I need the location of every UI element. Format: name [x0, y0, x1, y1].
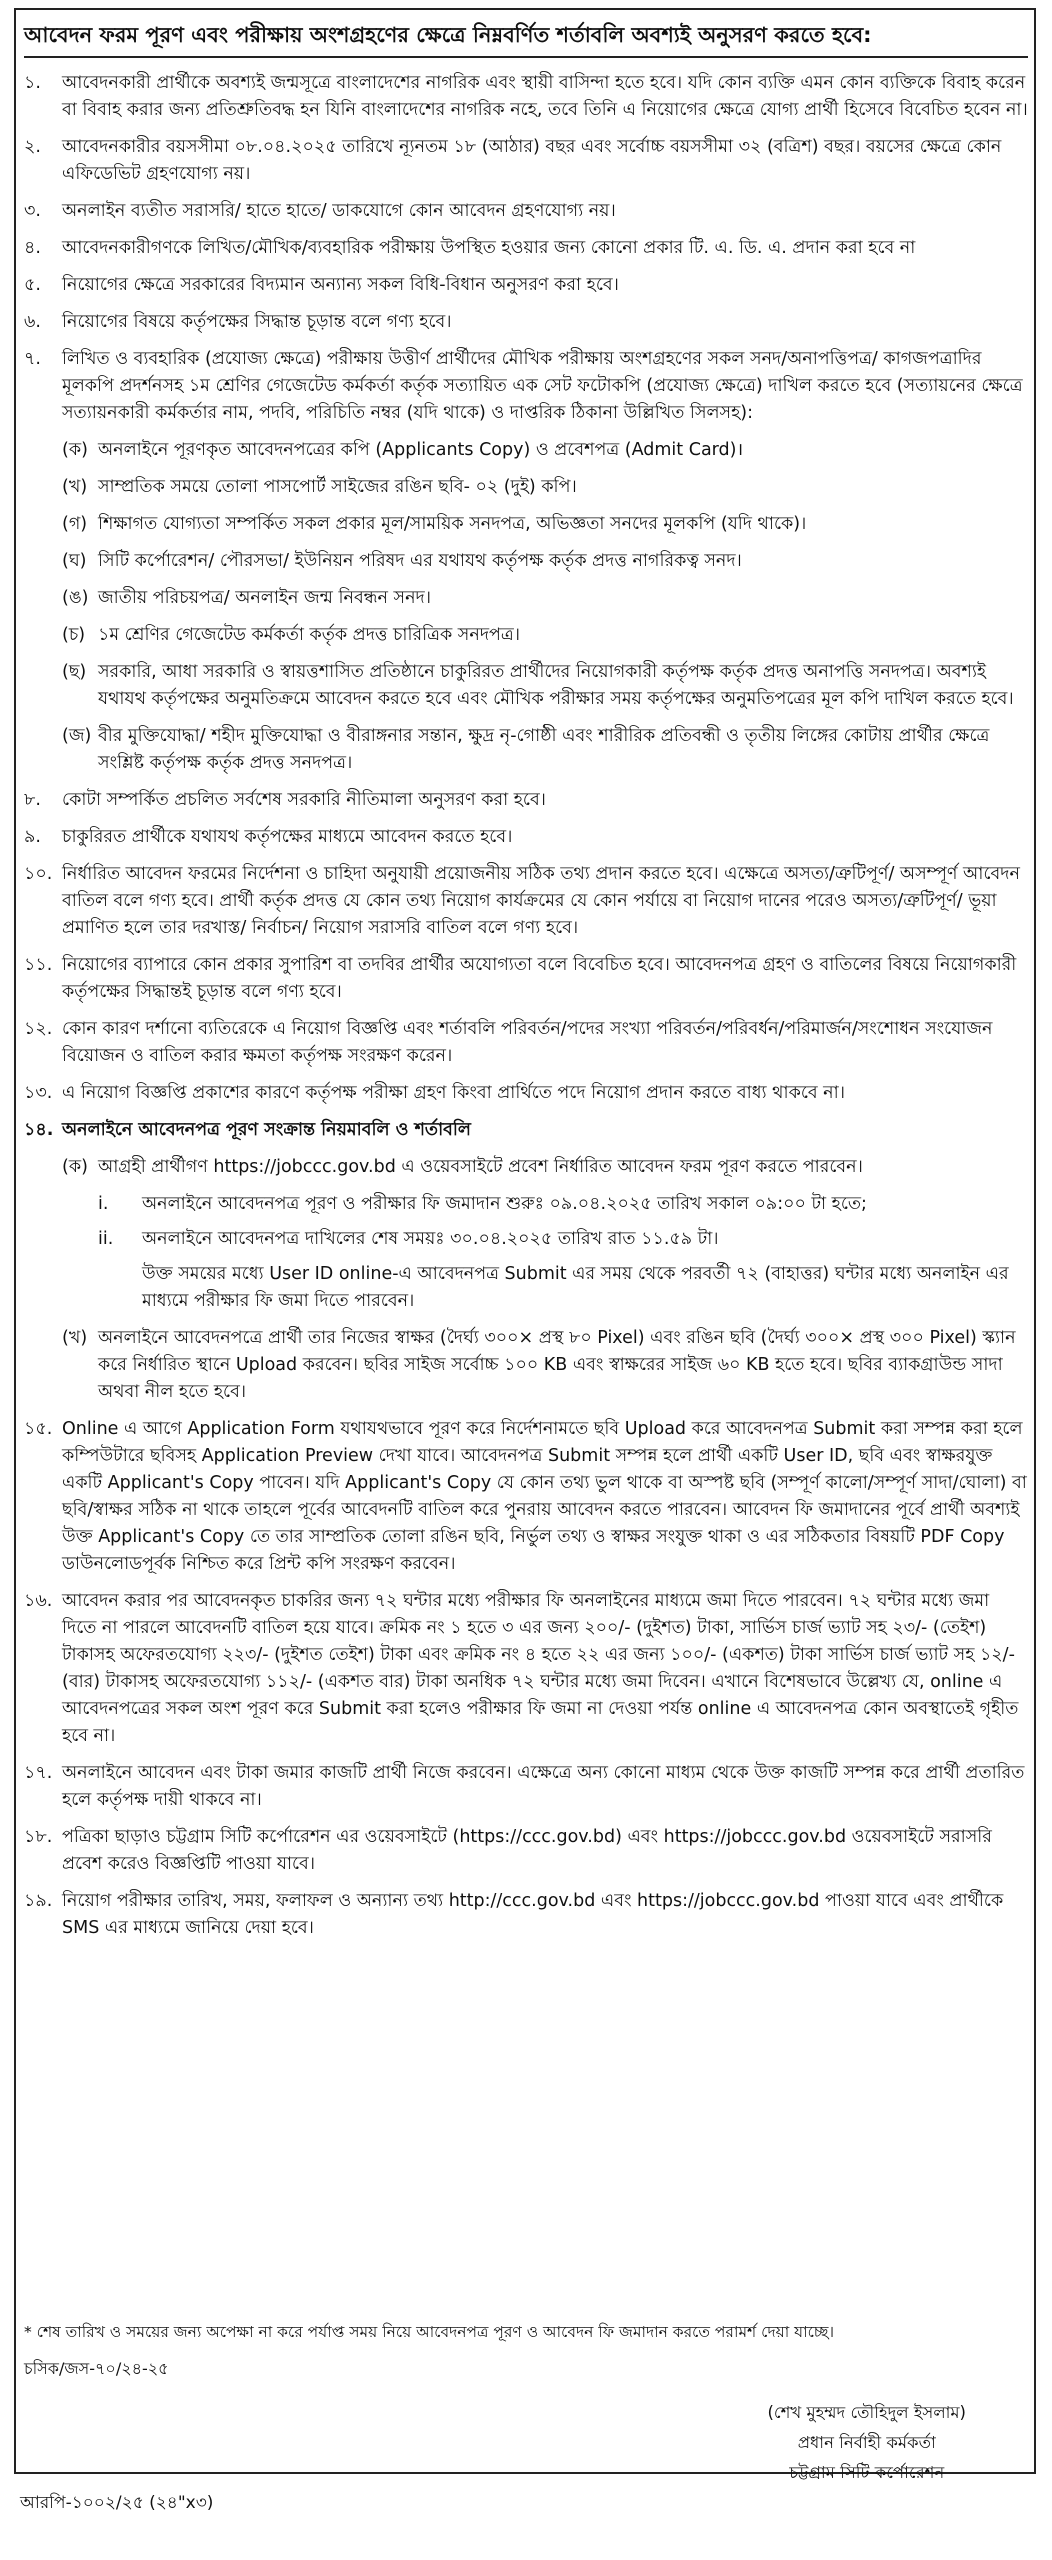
sub-item-label: (চ): [62, 625, 86, 645]
sub-item-text: জাতীয় পরিচয়পত্র/ অনলাইন জন্ম নিবন্ধন সনদ।: [98, 588, 432, 608]
condition-number: ৫.: [24, 275, 41, 295]
sub-item-label: (ঙ): [62, 588, 89, 608]
condition-number: ১১.: [24, 955, 53, 975]
sub-item-text: আগ্রহী প্রার্থীগণ https://jobccc.gov.bd এ ওয়েবসাইটে প্রবেশ নির্ধারিত আবেদন ফরম পূরণ করতে পারবেন।: [98, 1157, 863, 1177]
condition-item: [24, 1416, 1028, 1578]
condition-item: [24, 70, 1028, 124]
item-7-sublist: [24, 437, 1028, 777]
sub-item-label: (জ): [62, 726, 92, 746]
condition-number: ১৫.: [24, 1419, 53, 1439]
condition-text: কোটা সম্পর্কিত প্রচলিত সর্বশেষ সরকারি নীতিমালা অনুসরণ করা হবে।: [62, 790, 546, 810]
condition-text: কোন কারণ দর্শানো ব্যতিরেকে এ নিয়োগ বিজ্ঞপ্তি এবং শর্তাবলি পরিবর্তন/পদের সংখ্যা পরিবর্তন/পরিবর্ধন/পরিমার্জন/সংশোধন সংযোজন বিয়োজন ও বাতিল করার ক্ষমতা কর্তৃপক্ষ সংরক্ষণ করেন।: [62, 1019, 993, 1066]
fee-note: উক্ত সময়ের মধ্যে User ID online-এ আবেদনপত্র Submit এর সময় থেকে পরবর্তী ৭২ (বাহাত্তর) ঘন্টার মধ্যে অনলাইন এর মাধ্যমে পরীক্ষার ফি জমা দিতে পারবেন।: [142, 1264, 1009, 1311]
condition-item: [24, 824, 1028, 851]
condition-text: আবেদনকারীর বয়সসীমা ০৮.০৪.২০২৫ তারিখে ন্যূনতম ১৮ (আঠার) বছর এবং সর্বোচ্চ বয়সসীমা ৩২ (বত্রিশ) বছর। বয়সের ক্ষেত্রে কোন এফিডেভিট গ্রহণযোগ্য নয়।: [62, 137, 1002, 184]
condition-number: ২.: [24, 137, 41, 157]
condition-text: অনলাইন ব্যতীত সরাসরি/ হাতে হাতে/ ডাকযোগে কোন আবেদন গ্রহণযোগ্য নয়।: [62, 201, 616, 221]
sub-item: [62, 511, 1028, 538]
sub-item-label: (ক): [62, 1157, 88, 1177]
condition-item: [24, 1080, 1028, 1107]
condition-text: চাকুরিরত প্রার্থীকে যথাযথ কর্তৃপক্ষের মাধ্যমে আবেদন করতে হবে।: [62, 827, 513, 847]
condition-number: ৭.: [24, 349, 41, 369]
sub-item-label: (গ): [62, 514, 88, 534]
sub-item: [62, 474, 1028, 501]
condition-text: এ নিয়োগ বিজ্ঞপ্তি প্রকাশের কারণে কর্তৃপক্ষ পরীক্ষা গ্রহণ কিংবা প্রার্থিতে পদে নিয়োগ প্রদান করতে বাধ্য থাকবে না।: [62, 1083, 845, 1103]
sub-item-text: শিক্ষাগত যোগ্যতা সম্পর্কিত সকল প্রকার মূল/সাময়িক সনদপত্র, অভিজ্ঞতা সনদের মূলকপি (যদি থাকে)।: [98, 514, 807, 534]
sub-item: [62, 723, 1028, 777]
signatory-name: (শেখ মুহম্মদ তৌহিদুল ইসলাম): [767, 2403, 966, 2422]
sub-item: [62, 585, 1028, 612]
condition-number: ১.: [24, 73, 41, 93]
sub-item-label: i.: [98, 1194, 109, 1214]
conditions-list-a: [24, 70, 1028, 427]
condition-item: [24, 787, 1028, 814]
sub-item-text: অনলাইনে আবেদনপত্র পূরণ ও পরীক্ষার ফি জমাদান শুরুঃ ০৯.০৪.২০২৫ তারিখ সকাল ০৯:০০ টা হতে;: [142, 1194, 867, 1214]
sub-item-text: বীর মুক্তিযোদ্ধা/ শহীদ মুক্তিযোদ্ধা ও বীরাঙ্গনার সন্তান, ক্ষুদ্র নৃ-গোষ্ঠী এবং শারীরিক প্রতিবন্ধী ও তৃতীয় লিঙ্গের কোটায় প্রার্থীর ক্ষেত্রে সংশ্লিষ্ট কর্তৃপক্ষ কর্তৃক প্রদত্ত সনদপত্র।: [98, 726, 990, 773]
sub-item-text: ১ম শ্রেণির গেজেটেড কর্মকর্তা কর্তৃক প্রদত্ত চারিত্রিক সনদপত্র।: [98, 625, 521, 645]
sub-item-text: সরকারি, আধা সরকারি ও স্বায়ত্তশাসিত প্রতিষ্ঠানে চাকুরিরত প্রার্থীদের নিয়োগকারী কর্তৃপক্ষ কর্তৃক প্রদত্ত অনাপত্তি সনদপত্র। অবশ্যই যথাযথ কর্তৃপক্ষের অনুমতিক্রমে আবেদন করতে হবে এবং মৌখিক পরীক্ষার সময় কর্তৃপক্ষের অনুমতিপত্রের মূল কপি দাখিল করতে হবে।: [98, 662, 1014, 709]
condition-text: আবেদনকারীগণকে লিখিত/মৌখিক/ব্যবহারিক পরীক্ষায় উপস্থিত হওয়ার জন্য কোনো প্রকার টি. এ. ডি. এ. প্রদান করা হবে না: [62, 238, 916, 258]
conditions-list-b: [24, 787, 1028, 1144]
sub-item: [98, 1191, 1028, 1218]
footer-code: আরপি-১০০২/২৫ (২৪"x৩): [20, 2493, 214, 2513]
condition-text: নিয়োগের বিষয়ে কর্তৃপক্ষের সিদ্ধান্ত চূড়ান্ত বলে গণ্য হবে।: [62, 312, 452, 332]
condition-number: ১৬.: [24, 1591, 53, 1611]
signature-block: [767, 2398, 966, 2488]
condition-text: লিখিত ও ব্যবহারিক (প্রযোজ্য ক্ষেত্রে) পরীক্ষায় উত্তীর্ণ প্রার্থীদের মৌখিক পরীক্ষায় অংশগ্রহণের সকল সনদ/অনাপত্তিপত্র/ কাগজপত্রাদির মূলকপি প্রদর্শনসহ ১ম শ্রেণির গেজেটেড কর্মকর্তা কর্তৃক সত্যায়িত এক সেট ফটোকপি (প্রযোজ্য ক্ষেত্রে) দাখিল করতে হবে (সত্যায়নের ক্ষেত্রে সত্যায়নকারী কর্মকর্তার নাম, পদবি, পরিচিতি নম্বর (যদি থাকে) ও দাপ্তরিক ঠিকানা উল্লিখিত সিলসহ):: [62, 349, 1023, 423]
condition-number: ৪.: [24, 238, 41, 258]
condition-number: ৯.: [24, 827, 41, 847]
condition-item: [24, 309, 1028, 336]
condition-number: ১৩.: [24, 1083, 53, 1103]
sub-item-label: (ঘ): [62, 551, 87, 571]
condition-text: Online এ আগে Application Form যথাযথভাবে পূরণ করে নির্দেশনামতে ছবি Upload করে আবেদনপত্র Submit করা সম্পন্ন করা হলে কম্পিউটারে ছবিসহ Application Preview দেখা যাবে। আবেদনপত্র Submit সম্পন্ন হলে প্রার্থী একটি User ID, ছবি এবং স্বাক্ষরযুক্ত একটি Applicant's Copy পাবেন। যদি Applicant's Copy যে কোন তথ্য ভুল থাকে বা অস্পষ্ট ছবি (সম্পূর্ণ কালো/সম্পূর্ণ সাদা/ঘোলা) বা ছবি/স্বাক্ষর সঠিক না থাকে তাহলে পূর্বের আবেদনটি বাতিল করে পুনরায় আবেদন করতে পারবেন। আবেদন ফি জমাদানের পূর্বে প্রার্থী অবশ্যই উক্ত Applicant's Copy তে তার সাম্প্রতিক তোলা রঙিন ছবি, নির্ভুল তথ্য ও স্বাক্ষর সংযুক্ত থাকা ও এর সঠিকতার বিষয়টি PDF Copy ডাউনলোডপূর্বক নিশ্চিত করে প্রিন্ট কপি সংরক্ষণ করবেন।: [62, 1419, 1027, 1574]
sub-item-text: অনলাইনে আবেদনপত্র দাখিলের শেষ সময়ঃ ৩০.০৪.২০২৫ তারিখ রাত ১১.৫৯ টা।: [142, 1229, 719, 1249]
sub-item-text: সাম্প্রতিক সময়ে তোলা পাসপোর্ট সাইজের রঙিন ছবি- ০২ (দুই) কপি।: [98, 477, 577, 497]
condition-number: ১২.: [24, 1019, 53, 1039]
condition-number: ১৯.: [24, 1891, 53, 1911]
sub-item-label: (ক): [62, 440, 88, 460]
condition-item: [24, 1588, 1028, 1750]
condition-item: [24, 1888, 1028, 1942]
sub-item-text: অনলাইনে আবেদনপত্রে প্রার্থী তার নিজের স্বাক্ষর (দৈর্ঘ্য ৩০০× প্রস্থ ৮০ Pixel) এবং রঙিন ছবি (দৈর্ঘ্য ৩০০× প্রস্থ ৩০০ Pixel) স্ক্যান করে নির্ধারিত স্থানে Upload করবেন। ছবির সাইজ সর্বোচ্চ ১০০ KB এবং স্বাক্ষরের সাইজ ৬০ KB হতে হবে। ছবির ব্যাকগ্রাউন্ড সাদা অথবা নীল হতে হবে।: [98, 1328, 1016, 1402]
condition-item: [24, 134, 1028, 188]
signatory-org: চট্টগ্রাম সিটি কর্পোরেশন: [789, 2463, 945, 2482]
memo-number: চসিক/জস-৭০/২৪-২৫: [24, 2359, 169, 2378]
condition-text: আবেদন করার পর আবেদনকৃত চাকরির জন্য ৭২ ঘন্টার মধ্যে পরীক্ষার ফি অনলাইনের মাধ্যমে জমা দিতে পারবেন। ৭২ ঘন্টার মধ্যে জমা দিতে না পারলে আবেদনটি বাতিল হয়ে যাবে। ক্রমিক নং ১ হতে ৩ এর জন্য ২০০/- (দুইশত) টাকা, সার্ভিস চার্জ ভ্যাট সহ ২৩/- (তেইশ) টাকাসহ অফেরতযোগ্য ২২৩/- (দুইশত তেইশ) টাকা এবং ক্রমিক নং ৪ হতে ২২ এর জন্য ১০০/- (একশত) টাকা সার্ভিস চার্জ ভ্যাট সহ ১২/- (বার) টাকাসহ অফেরতযোগ্য ১১২/- (একশত বার) টাকা অনধিক ৭২ ঘন্টার মধ্যে জমা দিবেন। এখানে বিশেষভাবে উল্লেখ্য যে, online এ আবেদনপত্রের সকল অংশ পূরণ করে Submit করা হলেও পরীক্ষার ফি জমা না দেওয়া পর্যন্ত online এ আবেদনপত্র কোন অবস্থাতেই গৃহীত হবে না।: [62, 1591, 1019, 1746]
condition-text: অনলাইনে আবেদন এবং টাকা জমার কাজটি প্রার্থী নিজে করবেন। এক্ষেত্রে অন্য কোনো মাধ্যম থেকে উক্ত কাজটি সম্পন্ন করে প্রার্থী প্রতারিত হলে কর্তৃপক্ষ দায়ী থাকবে না।: [62, 1763, 1025, 1810]
condition-item: [24, 952, 1028, 1006]
sub-item: [62, 437, 1028, 464]
condition-item: [24, 346, 1028, 427]
sub-item: [62, 1154, 1028, 1181]
sub-item-label: (খ): [62, 1328, 88, 1348]
signatory-designation: প্রধান নির্বাহী কর্মকর্তা: [797, 2433, 936, 2452]
footnote: * শেষ তারিখ ও সময়ের জন্য অপেক্ষা না করে পর্যাপ্ত সময় নিয়ে আবেদনপত্র পূরণ ও আবেদন ফি জমাদান করতে পরামর্শ দেয়া যাচ্ছে।: [24, 2323, 835, 2341]
sub-item: [98, 1226, 1028, 1253]
condition-number: ১৮.: [24, 1827, 53, 1847]
condition-item: [24, 272, 1028, 299]
condition-item: [24, 198, 1028, 225]
condition-number: ৬.: [24, 312, 41, 332]
notice-page: [14, 8, 1038, 2552]
sub-item: [62, 1325, 1028, 1406]
notice-content: [24, 70, 1028, 1952]
condition-text: অনলাইনে আবেদনপত্র পূরণ সংক্রান্ত নিয়মাবলি ও শর্তাবলি: [62, 1120, 471, 1140]
sub-item: [62, 548, 1028, 575]
condition-text: আবেদনকারী প্রার্থীকে অবশ্যই জন্মসূত্রে বাংলাদেশের নাগরিক এবং স্থায়ী বাসিন্দা হতে হবে। যদি কোন ব্যক্তি এমন কোন ব্যক্তিকে বিবাহ করেন বা বিবাহ করার জন্য প্রতিশ্রুতিবদ্ধ হন যিনি বাংলাদেশের নাগরিক নহে, তবে তিনি এ নিয়োগের ক্ষেত্রে যোগ্য প্রার্থী হিসেবে বিবেচিত হবেন না।: [62, 73, 1028, 120]
condition-text: নিয়োগের ব্যাপারে কোন প্রকার সুপারিশ বা তদবির প্রার্থীর অযোগ্যতা বলে বিবেচিত হবে। আবেদনপত্র গ্রহণ ও বাতিলের বিষয়ে নিয়োগকারী কর্তৃপক্ষের সিদ্ধান্তই চূড়ান্ত বলে গণ্য হবে।: [62, 955, 1017, 1002]
condition-text: নিয়োগের ক্ষেত্রে সরকারের বিদ্যমান অন্যান্য সকল বিধি-বিধান অনুসরণ করা হবে।: [62, 275, 619, 295]
condition-item: [24, 1824, 1028, 1878]
condition-number: ৮.: [24, 790, 41, 810]
item-14-sublist: [24, 1154, 1028, 1406]
sub-item: [62, 659, 1028, 713]
condition-text: নিয়োগ পরীক্ষার তারিখ, সময়, ফলাফল ও অন্যান্য তথ্য http://ccc.gov.bd এবং https://jobccc.gov.bd পাওয়া যাবে এবং প্রার্থীকে SMS এর মাধ্যমে জানিয়ে দেয়া হবে।: [62, 1891, 1004, 1938]
sub-item-label: (ছ): [62, 662, 87, 682]
condition-number: ১৪.: [24, 1120, 54, 1140]
notice-title: আবেদন ফরম পূরণ এবং পরীক্ষায় অংশগ্রহণের ক্ষেত্রে নিম্নবর্ণিত শর্তাবলি অবশ্যই অনুসরণ করতে হবে:: [24, 20, 1028, 58]
sub-item-label: (খ): [62, 477, 88, 497]
condition-number: ১০.: [24, 864, 53, 884]
condition-text: পত্রিকা ছাড়াও চট্টগ্রাম সিটি কর্পোরেশন এর ওয়েবসাইটে (https://ccc.gov.bd) এবং https://jobccc.gov.bd ওয়েবসাইটে সরাসরি প্রবেশ করেও বিজ্ঞপ্তিটি পাওয়া যাবে।: [62, 1827, 992, 1874]
condition-item: [24, 235, 1028, 262]
condition-item: [24, 1016, 1028, 1070]
condition-item: [24, 1117, 1028, 1144]
condition-number: ৩.: [24, 201, 41, 221]
sub-item-text: অনলাইনে পূরণকৃত আবেদনপত্রের কপি (Applicants Copy) ও প্রবেশপত্র (Admit Card)।: [98, 440, 744, 460]
condition-number: ১৭.: [24, 1763, 53, 1783]
sub-item: [62, 622, 1028, 649]
sub-item-text: সিটি কর্পোরেশন/ পৌরসভা/ ইউনিয়ন পরিষদ এর যথাযথ কর্তৃপক্ষ কর্তৃক প্রদত্ত নাগরিকত্ব সনদ।: [98, 551, 742, 571]
condition-text: নির্ধারিত আবেদন ফরমের নির্দেশনা ও চাহিদা অনুযায়ী প্রয়োজনীয় সঠিক তথ্য প্রদান করতে হবে। এক্ষেত্রে অসত্য/ত্রুটিপূর্ণ/ অসম্পূর্ণ আবেদন বাতিল বলে গণ্য হবে। প্রার্থী কর্তৃক প্রদত্ত যে কোন তথ্য নিয়োগ কার্যক্রমের যে কোন পর্যায়ে বা নিয়োগ দানের পরেও অসত্য/ত্রুটিপূর্ণ/ ভূয়া প্রমাণিত হলে তার দরখাস্ত/ নির্বাচন/ নিয়োগ সরাসরি বাতিল বলে গণ্য হবে।: [62, 864, 1020, 938]
condition-item: [24, 1760, 1028, 1814]
sub-item-label: ii.: [98, 1229, 114, 1249]
condition-item: [24, 861, 1028, 942]
conditions-list-c: [24, 1416, 1028, 1942]
